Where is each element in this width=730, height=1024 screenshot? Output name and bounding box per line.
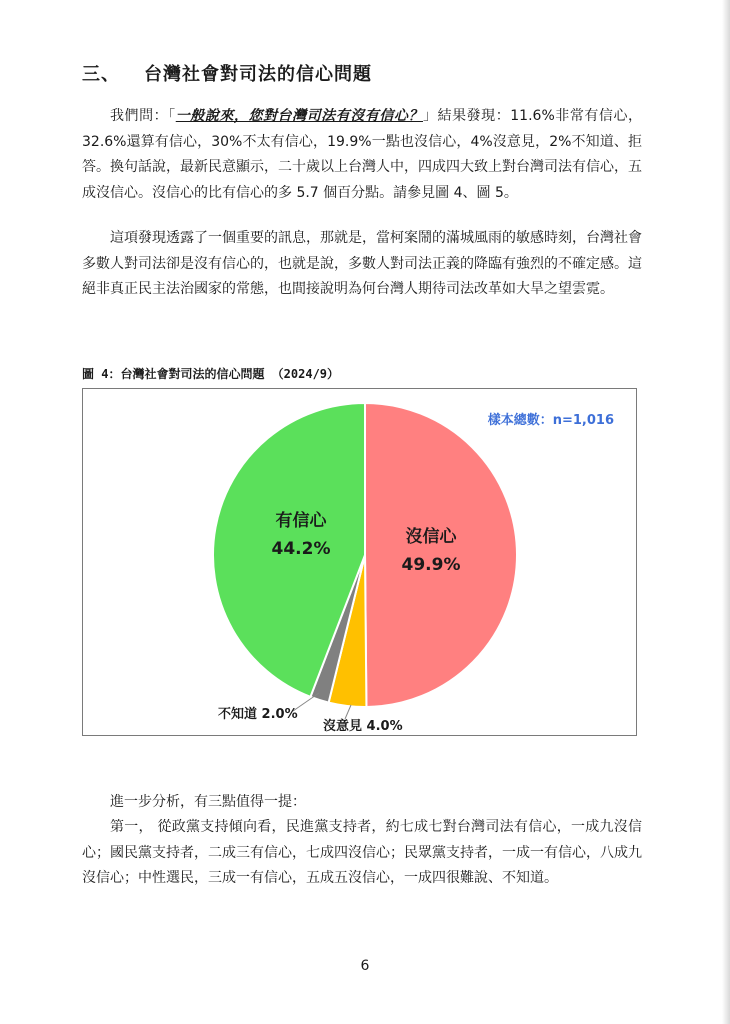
- paragraph-rest: 」結果發現：11.6%非常有信心，32.6%還算有信心，30%不太有信心，19.9%一點也沒信心，4%沒意見，2%不知道、拒答。換句話說，最新民意顯示，二十歲以上台灣人中，四成四大致上對台灣司法有信心，五成沒信心。沒信心的比有信心的多 5.7 個百分點。請參見圖 4、圖 5。: [82, 108, 643, 201]
- pie-chart: [83, 389, 636, 735]
- label-dont-know: [218, 703, 298, 722]
- paragraph-interpretation: 這項發現透露了一個重要的訊息，那就是，當柯案鬧的滿城風雨的敏感時刻，台灣社會多數人對司法卻是沒有信心的，也就是說，多數人對司法正義的降臨有強烈的不確定感。這絕非真正民主法治國家的常態，也間接說明為何台灣人期待司法改革如大旱之望雲霓。: [82, 230, 642, 297]
- pie-chart-figure: [82, 388, 637, 736]
- section-heading: [82, 60, 372, 86]
- paragraph-prefix: 我們問：「: [110, 108, 176, 124]
- label-no-confidence: [391, 523, 471, 579]
- label-no-confidence-name: 沒信心: [405, 527, 457, 547]
- sample-size-label: 樣本總數：n=1,016: [487, 413, 614, 428]
- section-number: 三、: [82, 64, 120, 85]
- label-no-opinion-name: 沒意見: [323, 719, 363, 734]
- page-edge-shadow: [722, 0, 730, 1024]
- figure-caption: 圖 4：台灣社會對司法的信心問題 （2024/9）: [82, 367, 340, 381]
- paragraph-further-analysis: 進一步分析，有三點值得一提：: [110, 794, 306, 810]
- section-title: 台灣社會對司法的信心問題: [144, 64, 372, 85]
- label-confident-value: 44.2%: [271, 539, 331, 559]
- label-no-confidence-value: 49.9%: [401, 555, 461, 575]
- label-dont-know-name: 不知道: [218, 707, 258, 722]
- label-dont-know-value: 2.0%: [261, 707, 298, 722]
- label-no-opinion-value: 4.0%: [366, 719, 403, 734]
- page-number: 6: [360, 958, 370, 974]
- paragraph-survey-result: [82, 104, 642, 206]
- paragraph-party-analysis: 第一， 從政黨支持傾向看，民進黨支持者，約七成七對台灣司法有信心，一成九沒信心；國民黨支持者，二成三有信心，七成四沒信心；民眾黨支持者，一成一有信心，八成九沒信心；中性選民，三成一有信心，五成五沒信心，一成四很難說、不知道。: [82, 819, 642, 886]
- label-confident-name: 有信心: [275, 511, 327, 531]
- survey-question: 一般說來，您對台灣司法有沒有信心？: [175, 108, 423, 124]
- label-confident: [261, 507, 341, 563]
- label-no-opinion: [323, 715, 403, 734]
